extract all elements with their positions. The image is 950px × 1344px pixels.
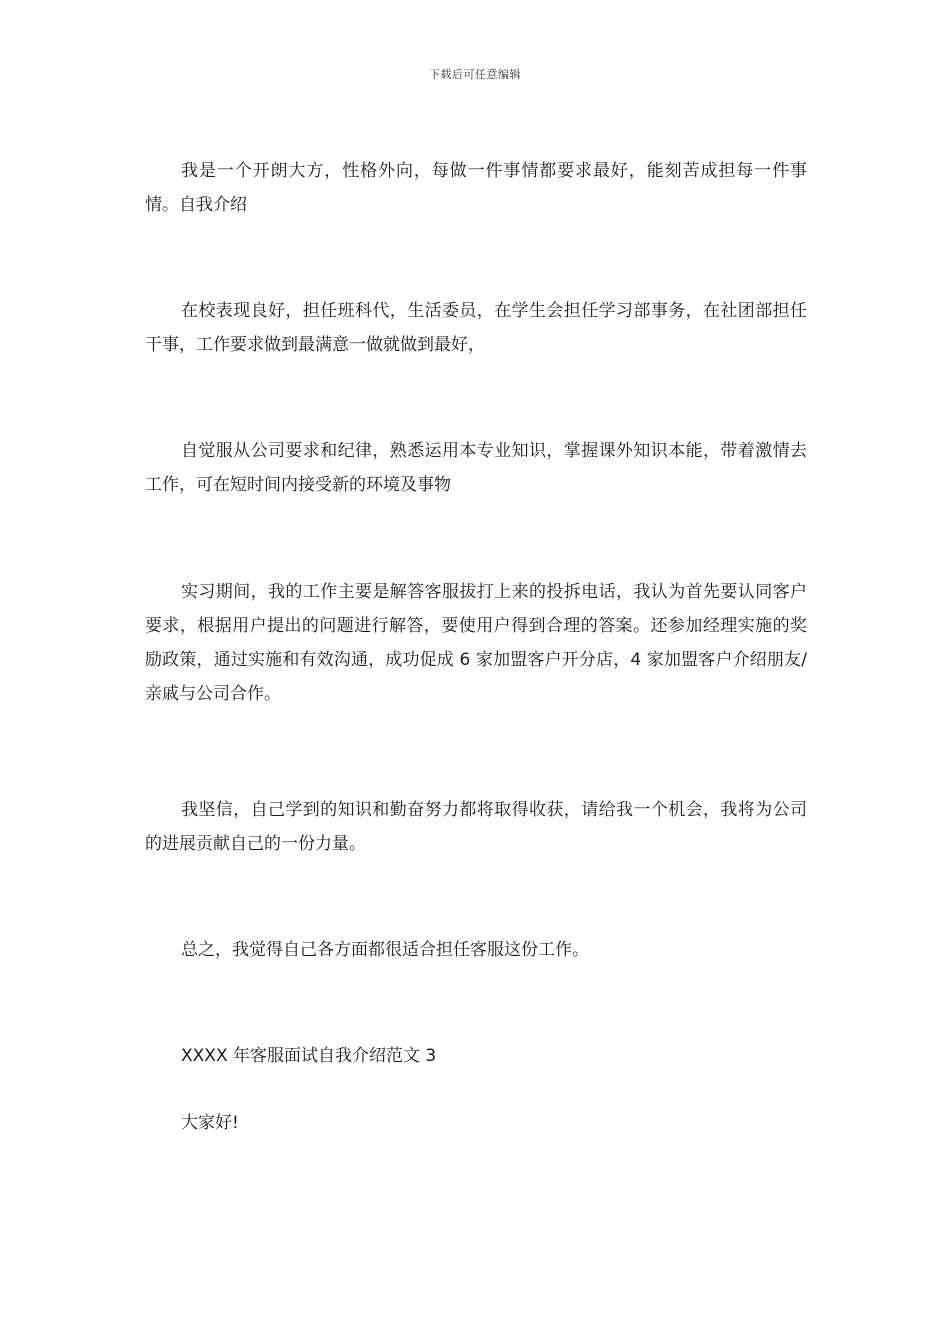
paragraph-belief: 我坚信，自己学到的知识和勤奋努力都将取得收获，请给我一个机会，我将为公司的进展贡献自己的一份力量。: [145, 800, 807, 854]
paragraph-discipline: 自觉服从公司要求和纪律，熟悉运用本专业知识，掌握课外知识本能，带着激情去工作，可在短时间内接受新的环境及事物: [145, 441, 807, 495]
page-header: 下载后可任意编辑: [429, 68, 521, 81]
paragraph-greeting: 大家好!: [181, 1113, 239, 1133]
paragraph-personality: 我是一个开朗大方，性格外向，每做一件事情都要求最好，能刻苦成担每一件事情。自我介绍: [145, 161, 807, 215]
paragraph-conclusion: 总之，我觉得自己各方面都很适合担任客服这份工作。: [181, 940, 589, 960]
paragraph-school-performance: 在校表现良好，担任班科代，生活委员，在学生会担任学习部事务，在社团部担任干事，工作要求做到最满意一做就做到最好，: [145, 301, 807, 355]
section-heading: XXXX 年客服面试自我介绍范文 3: [181, 1046, 437, 1066]
paragraph-internship: 实习期间，我的工作主要是解答客服拔打上来的投拆电话，我认为首先要认同客户要求，根据用户提出的问题进行解答，要使用户得到合理的答案。还参加经理实施的奖励政策，通过实施和有效沟通，成功促成 6 家加盟客户开分店，4 家加盟客户介绍朋友/亲戚与公司合作。: [145, 582, 807, 704]
